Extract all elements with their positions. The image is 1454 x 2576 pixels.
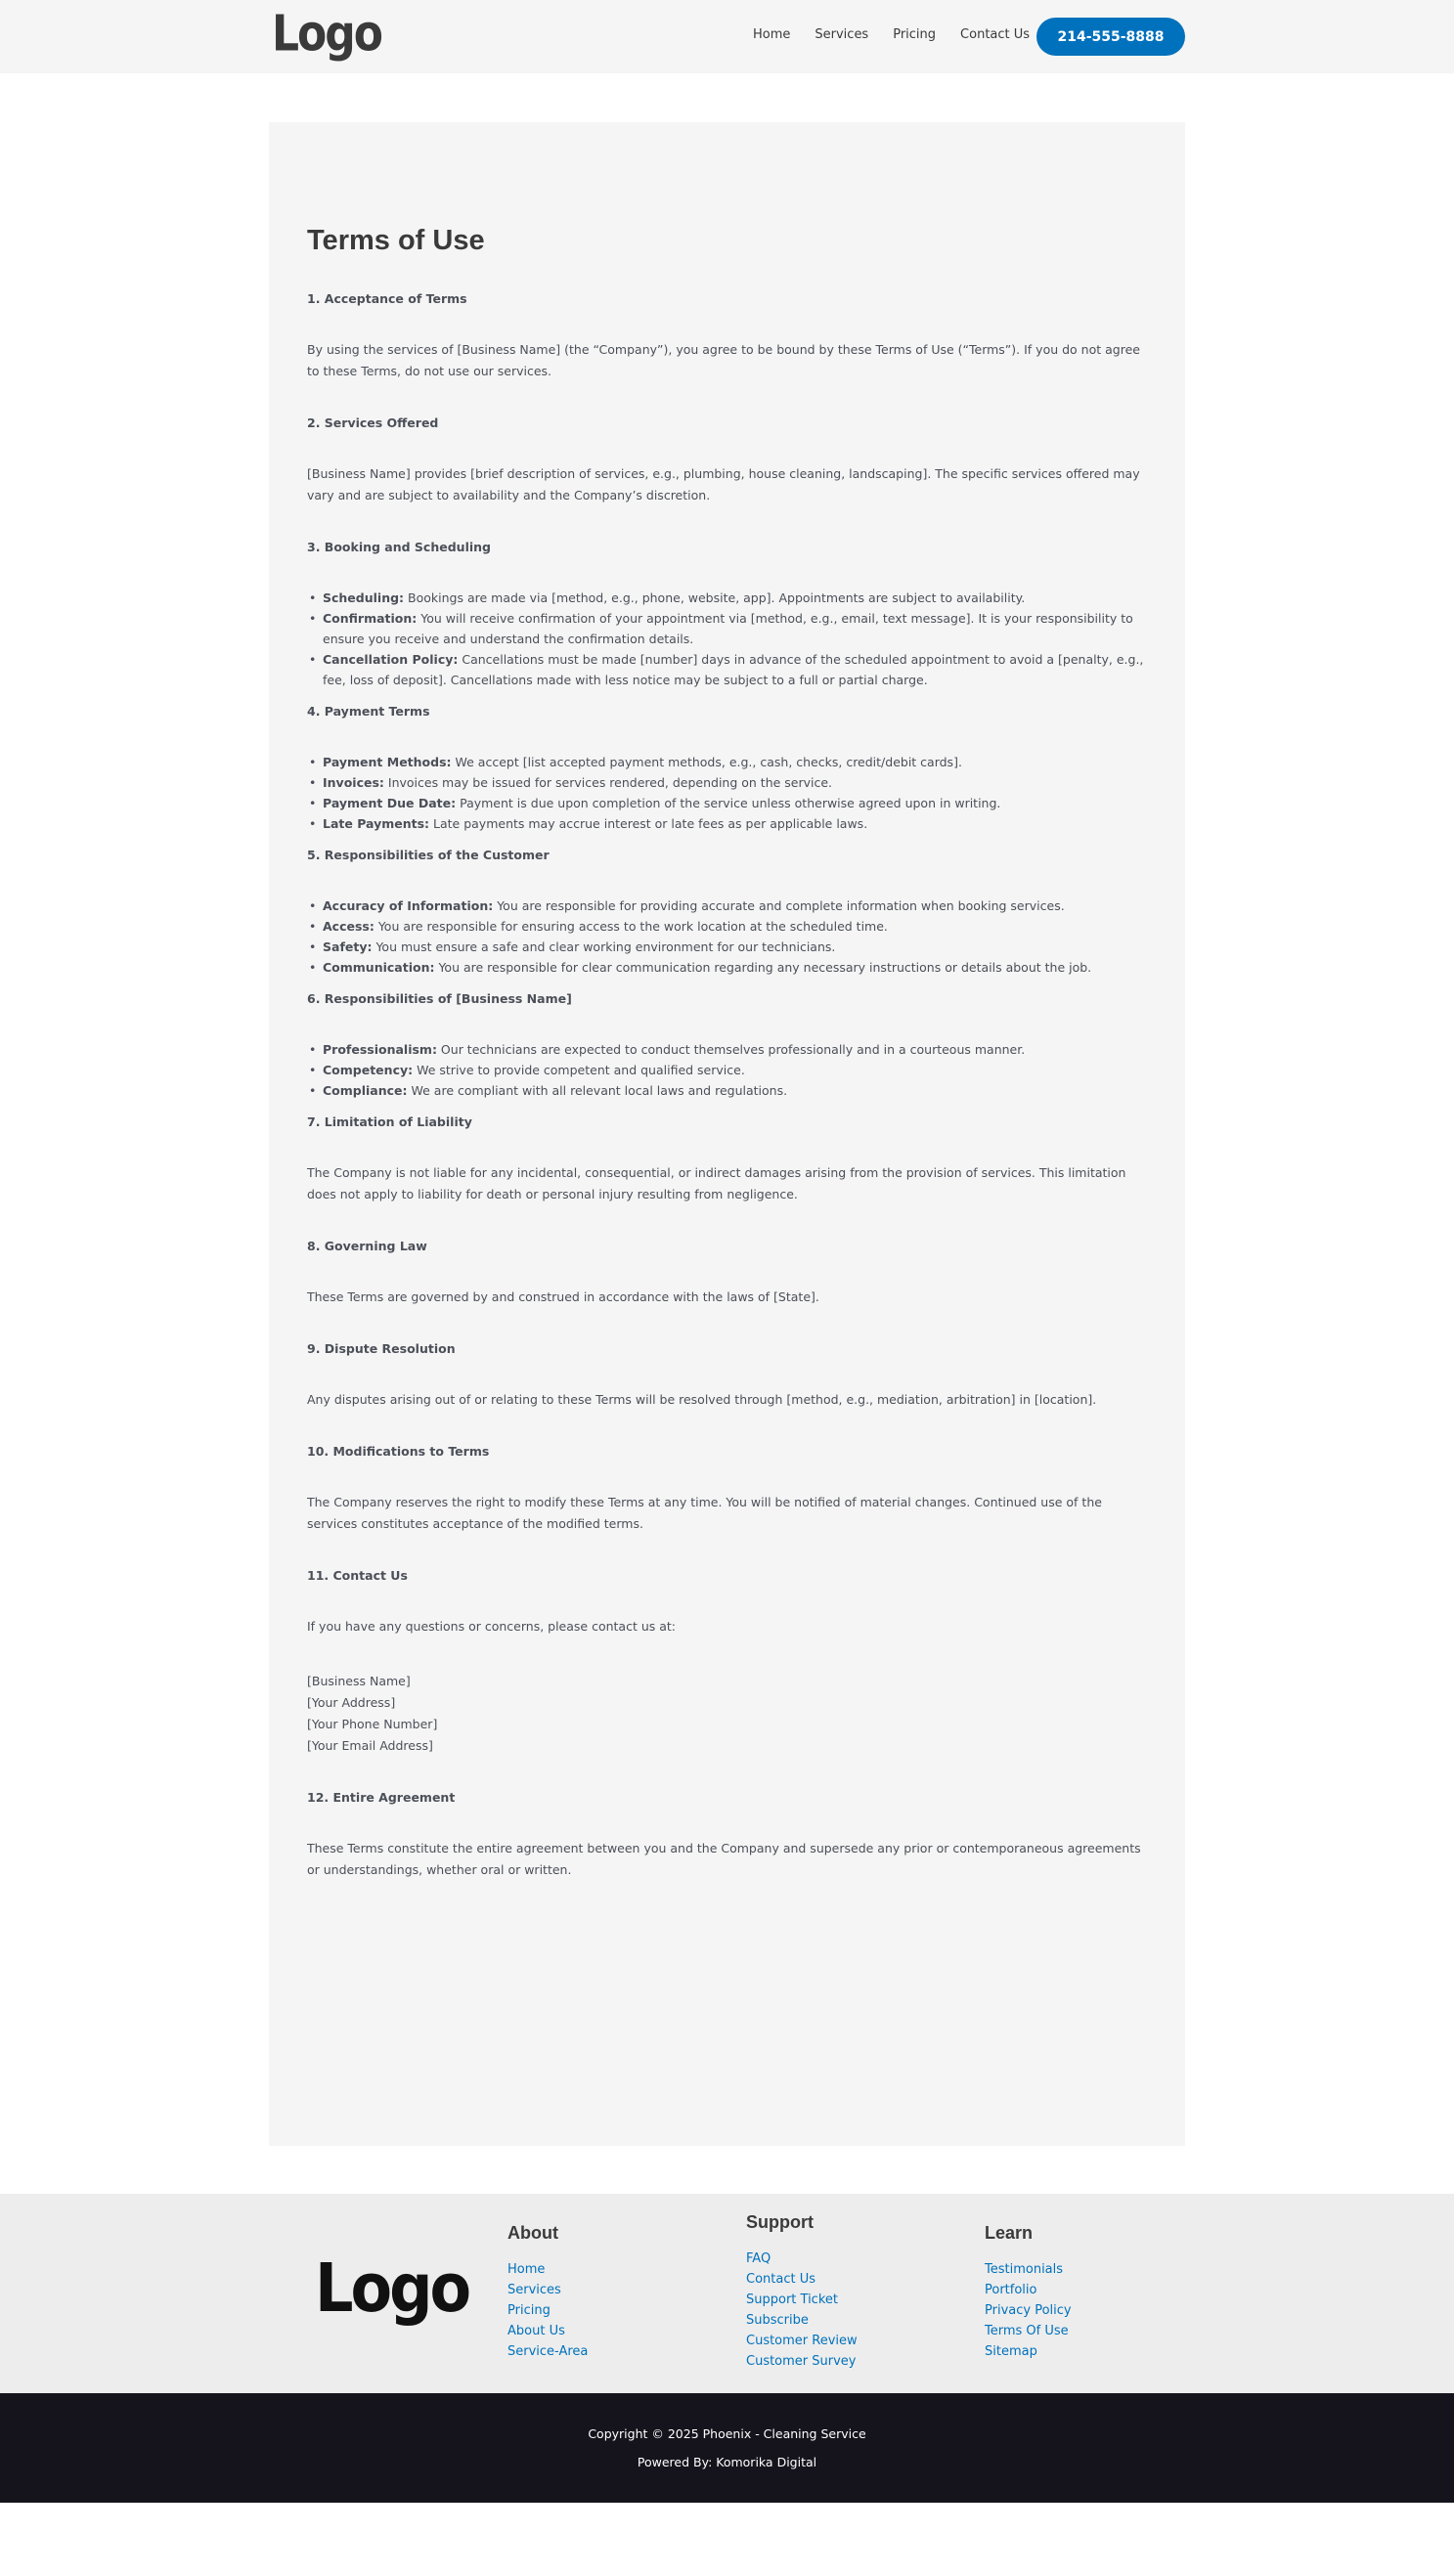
footer-link-portfolio[interactable]: Portfolio	[985, 2283, 1037, 2297]
nav-home[interactable]: Home	[753, 27, 791, 42]
list-item-label: Invoices:	[323, 775, 384, 790]
list-item	[307, 772, 1148, 793]
section-text: Any disputes arising out of or relating to these Terms will be resolved through [method, e.g., mediation, arbitration] in [location].	[307, 1392, 1097, 1407]
footer-link-service-area[interactable]: Service-Area	[507, 2344, 589, 2359]
footer-link-privacy-policy[interactable]: Privacy Policy	[985, 2303, 1072, 2318]
list-item-text: You must ensure a safe and clear working environment for our technicians.	[372, 939, 836, 954]
list-item	[307, 813, 1148, 834]
list-item-label: Safety:	[323, 939, 373, 954]
footer-link-testimonials[interactable]: Testimonials	[985, 2262, 1064, 2277]
list-item-label: Payment Due Date:	[323, 796, 457, 810]
section-title: 5. Responsibilities of the Customer	[307, 848, 550, 862]
section-title: 1. Acceptance of Terms	[307, 291, 467, 306]
section-text: [Business Name] provides [brief description of services, e.g., plumbing, house cleaning, landscaping]. The specific services offered may vary and are subject to availability and the Company’s discretion.	[307, 466, 1140, 502]
list-item	[307, 1060, 1148, 1080]
list-item-label: Competency:	[323, 1063, 414, 1077]
list-item-label: Confirmation:	[323, 611, 418, 626]
section-title: 8. Governing Law	[307, 1239, 427, 1253]
footer-support-column	[746, 2212, 858, 2372]
list-item-label: Cancellation Policy:	[323, 652, 459, 667]
nav-contact-us[interactable]: Contact Us	[960, 27, 1031, 42]
booking-list	[307, 588, 1148, 690]
footer-link-sitemap[interactable]: Sitemap	[985, 2344, 1037, 2359]
payment-list	[307, 752, 1148, 834]
list-item-label: Communication:	[323, 960, 435, 975]
footer-link-support-ticket[interactable]: Support Ticket	[746, 2292, 838, 2307]
section-title: 10. Modifications to Terms	[307, 1444, 490, 1459]
copyright-bar	[0, 2393, 1454, 2503]
section-text: The Company is not liable for any incidental, consequential, or indirect damages arising from the provision of services. This limitation does not apply to liability for death or personal injury resulting from negligence.	[307, 1165, 1126, 1201]
section-text: These Terms constitute the entire agreement between you and the Company and supersede any prior or contemporaneous agreements or understandings, whether oral or written.	[307, 1841, 1141, 1877]
terms-content	[307, 225, 1148, 1914]
list-item-text: You are responsible for ensuring access to the work location at the scheduled time.	[374, 919, 888, 934]
footer-learn-column	[985, 2223, 1072, 2362]
list-item-text: You will receive confirmation of your appointment via [method, e.g., email, text message]. It is your responsibility to ensure you receive and understand the confirmation details.	[323, 611, 1133, 646]
section-title: 4. Payment Terms	[307, 704, 430, 719]
section-text: The Company reserves the right to modify these Terms at any time. You will be notified of material changes. Continued use of the services constitutes acceptance of the modified terms.	[307, 1495, 1102, 1531]
list-item-text: Payment is due upon completion of the service unless otherwise agreed upon in writing.	[456, 796, 1001, 810]
list-item	[307, 649, 1148, 690]
footer-link-services[interactable]: Services	[507, 2283, 561, 2297]
list-item-label: Professionalism:	[323, 1042, 437, 1057]
footer-link-subscribe[interactable]: Subscribe	[746, 2313, 809, 2328]
section-title: 7. Limitation of Liability	[307, 1114, 472, 1129]
list-item	[307, 588, 1148, 608]
business-responsibilities-list	[307, 1039, 1148, 1101]
section-title: 3. Booking and Scheduling	[307, 540, 491, 554]
list-item	[307, 916, 1148, 937]
list-item	[307, 895, 1148, 916]
phone-call-button[interactable]: 214-555-8888	[1036, 18, 1185, 56]
list-item-label: Scheduling:	[323, 590, 405, 605]
footer-link-contact-us[interactable]: Contact Us	[746, 2272, 815, 2287]
address-line: [Business Name]	[307, 1674, 411, 1688]
list-item-text: We strive to provide competent and qualified service.	[413, 1063, 745, 1077]
list-item-text: Bookings are made via [method, e.g., phone, website, app]. Appointments are subject to availability.	[404, 590, 1026, 605]
list-item-text: You are responsible for providing accurate and complete information when booking services.	[493, 898, 1065, 913]
main-nav	[753, 27, 1054, 42]
address-line: [Your Address]	[307, 1695, 396, 1710]
nav-services[interactable]: Services	[815, 27, 869, 42]
section-text: If you have any questions or concerns, please contact us at:	[307, 1619, 677, 1634]
list-item-text: We accept [list accepted payment methods, e.g., cash, checks, credit/debit cards].	[451, 755, 962, 769]
footer-about-heading: About	[507, 2223, 558, 2243]
section-title: 12. Entire Agreement	[307, 1790, 456, 1805]
section-text: These Terms are governed by and construed in accordance with the laws of [State].	[307, 1289, 819, 1304]
footer-link-about-us[interactable]: About Us	[507, 2324, 565, 2338]
footer-about-column	[507, 2223, 588, 2362]
section-title: 11. Contact Us	[307, 1568, 408, 1583]
list-item-label: Access:	[323, 919, 375, 934]
list-item	[307, 1080, 1148, 1101]
powered-by-text: Powered By: Komorika Digital	[637, 2455, 817, 2469]
section-title: 2. Services Offered	[307, 415, 439, 430]
nav-pricing[interactable]: Pricing	[893, 27, 937, 42]
footer-link-pricing[interactable]: Pricing	[507, 2303, 551, 2318]
list-item-label: Late Payments:	[323, 816, 430, 831]
address-line: [Your Phone Number]	[307, 1717, 438, 1731]
customer-responsibilities-list	[307, 895, 1148, 978]
list-item	[307, 957, 1148, 978]
list-item	[307, 608, 1148, 649]
list-item	[307, 752, 1148, 772]
contact-address	[307, 1671, 1148, 1757]
footer-learn-heading: Learn	[985, 2223, 1034, 2243]
copyright-text: Copyright © 2025 Phoenix - Cleaning Service	[588, 2426, 866, 2441]
list-item-text: Our technicians are expected to conduct themselves professionally and in a courteous manner.	[436, 1042, 1026, 1057]
footer-logo[interactable]: Logo	[315, 2249, 469, 2328]
section-title: 9. Dispute Resolution	[307, 1341, 456, 1356]
list-item	[307, 937, 1148, 957]
list-item-text: Late payments may accrue interest or late fees as per applicable laws.	[429, 816, 868, 831]
list-item	[307, 793, 1148, 813]
list-item-label: Compliance:	[323, 1083, 408, 1098]
list-item	[307, 1039, 1148, 1060]
site-header	[0, 0, 1454, 73]
list-item-text: You are responsible for clear communication regarding any necessary instructions or details about the job.	[434, 960, 1092, 975]
footer-link-customer-survey[interactable]: Customer Survey	[746, 2354, 857, 2369]
page-title: Terms of Use	[307, 225, 485, 256]
site-logo[interactable]: Logo	[272, 5, 381, 64]
footer-link-home[interactable]: Home	[507, 2262, 546, 2277]
list-item-label: Accuracy of Information:	[323, 898, 494, 913]
list-item-text: Cancellations must be made [number] days in advance of the scheduled appointment to avoid a [penalty, e.g., fee, loss of deposit]. Cancellations made with less notice may be subject to a full or partial charge.	[323, 652, 1144, 687]
section-title: 6. Responsibilities of [Business Name]	[307, 991, 572, 1006]
address-line: [Your Email Address]	[307, 1738, 433, 1753]
footer-support-heading: Support	[746, 2212, 814, 2232]
list-item-text: Invoices may be issued for services rendered, depending on the service.	[383, 775, 833, 790]
terms-card	[269, 122, 1185, 2146]
footer-link-terms-of-use[interactable]: Terms Of Use	[985, 2324, 1069, 2338]
section-text: By using the services of [Business Name] (the “Company”), you agree to be bound by these Terms of Use (“Terms”). If you do not agree to these Terms, do not use our services.	[307, 342, 1140, 378]
list-item-text: We are compliant with all relevant local laws and regulations.	[407, 1083, 788, 1098]
list-item-label: Payment Methods:	[323, 755, 452, 769]
site-footer	[0, 2194, 1454, 2393]
footer-link-faq[interactable]: FAQ	[746, 2251, 771, 2266]
footer-link-customer-review[interactable]: Customer Review	[746, 2334, 858, 2348]
